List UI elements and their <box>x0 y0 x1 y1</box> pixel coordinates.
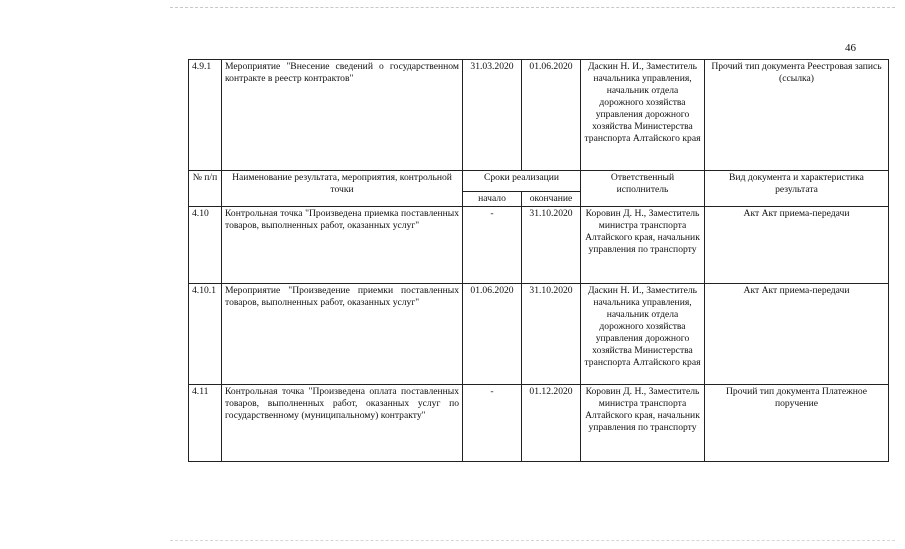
row-responsible: Даскин Н. И., Заместитель начальника управления, начальник отдела дорожного хозяйства управления дорожного хозяйства Министерства транспорта Алтайского края <box>581 60 705 171</box>
header-end: окончание <box>522 192 581 207</box>
results-table <box>188 59 889 462</box>
header-responsible: Ответственный исполнитель <box>581 171 705 207</box>
row-document: Прочий тип документа Реестровая запись (ссылка) <box>705 60 889 171</box>
row-document: Прочий тип документа Платежное поручение <box>705 385 889 462</box>
row-end-date: 01.12.2020 <box>522 385 581 462</box>
row-responsible: Коровин Д. Н., Заместитель министра транспорта Алтайского края, начальник управления по транспорту <box>581 385 705 462</box>
row-start-date: 31.03.2020 <box>463 60 522 171</box>
row-number: 4.11 <box>189 385 222 462</box>
scan-artifact-top <box>170 7 895 8</box>
row-end-date: 31.10.2020 <box>522 207 581 284</box>
header-document: Вид документа и характеристика результата <box>705 171 889 207</box>
row-start-date: - <box>463 385 522 462</box>
row-responsible: Коровин Д. Н., Заместитель министра транспорта Алтайского края, начальник управления по транспорту <box>581 207 705 284</box>
row-name: Контрольная точка "Произведена приемка поставленных товаров, выполненных работ, оказанных услуг" <box>222 207 463 284</box>
table-row <box>189 60 889 171</box>
row-name: Мероприятие "Внесение сведений о государственном контракте в реестр контрактов" <box>222 60 463 171</box>
scan-artifact-bottom <box>170 540 895 541</box>
table-row <box>189 385 889 462</box>
table-row <box>189 284 889 385</box>
header-name: Наименование результата, мероприятия, контрольной точки <box>222 171 463 207</box>
row-number: 4.9.1 <box>189 60 222 171</box>
header-num: № п/п <box>189 171 222 207</box>
table-row <box>189 207 889 284</box>
row-name: Контрольная точка "Произведена оплата поставленных товаров, выполненных работ, оказанных услуг по государственному (муниципальному) контракту" <box>222 385 463 462</box>
row-end-date: 01.06.2020 <box>522 60 581 171</box>
page-number: 46 <box>845 42 856 54</box>
row-number: 4.10 <box>189 207 222 284</box>
row-number: 4.10.1 <box>189 284 222 385</box>
row-document: Акт Акт приема-передачи <box>705 284 889 385</box>
row-name: Мероприятие "Произведение приемки поставленных товаров, выполненных работ, оказанных услуг" <box>222 284 463 385</box>
header-row <box>189 171 889 192</box>
row-start-date: 01.06.2020 <box>463 284 522 385</box>
row-start-date: - <box>463 207 522 284</box>
header-deadlines: Сроки реализации <box>463 171 581 192</box>
header-start: начало <box>463 192 522 207</box>
row-document: Акт Акт приема-передачи <box>705 207 889 284</box>
row-end-date: 31.10.2020 <box>522 284 581 385</box>
row-responsible: Даскин Н. И., Заместитель начальника управления, начальник отдела дорожного хозяйства управления дорожного хозяйства Министерства транспорта Алтайского края <box>581 284 705 385</box>
